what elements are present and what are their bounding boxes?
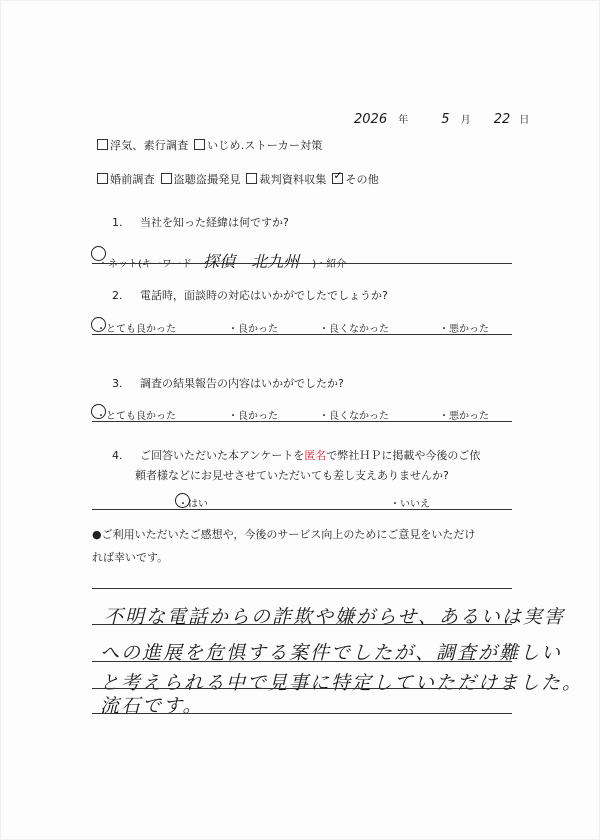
checkbox-icon[interactable] (97, 139, 108, 150)
option-label: ・いいえ (390, 499, 430, 510)
q4-option-yes[interactable] (178, 495, 208, 510)
question-number: 4. (112, 449, 123, 462)
category-item[interactable] (97, 139, 188, 152)
checkbox-checked-icon[interactable] (332, 173, 343, 184)
category-label: 婚前調査 (110, 173, 155, 186)
q1-answer-prefix: ・ネット(キーワード (98, 259, 192, 270)
q4-option-no[interactable] (390, 495, 430, 510)
question-number: 1. (112, 216, 123, 229)
category-item[interactable] (194, 139, 322, 152)
category-item[interactable] (246, 173, 326, 186)
q1-answer-suffix: )・紹介 (312, 259, 347, 270)
checkbox-icon[interactable] (161, 173, 172, 184)
option-label: ・良くなかった (319, 324, 389, 335)
comment-line (92, 688, 512, 689)
question-3 (112, 375, 344, 391)
feedback-prompt-line1 (92, 526, 475, 542)
category-label: 浮気、素行調査 (110, 139, 189, 152)
category-row-1 (97, 137, 323, 153)
feedback-prompt-line2 (92, 549, 168, 565)
category-item[interactable] (332, 173, 379, 186)
q1-answer (98, 249, 346, 272)
comment-line (92, 624, 512, 625)
question-text-b: で弊社ＨＰに掲載や今後のご依 (326, 449, 481, 462)
date-day-value: 22 (493, 112, 511, 127)
checkbox-icon[interactable] (97, 173, 108, 184)
question-2 (112, 287, 388, 303)
question-text-a: ご回答いただいた本アンケートを (140, 449, 305, 462)
category-label: 盗聴盗撮発見 (173, 173, 241, 186)
q2-option[interactable] (96, 320, 176, 335)
category-row-2 (97, 171, 379, 187)
answer-line (92, 421, 512, 422)
q2-option[interactable] (319, 320, 389, 335)
category-item[interactable] (161, 173, 241, 186)
q3-option[interactable] (439, 407, 489, 422)
answer-line (92, 263, 512, 264)
q3-option[interactable] (96, 407, 176, 422)
feedback-prompt-text: ●ご利用いただいたご感想や，今後のサービス向上のためにご意見をいただけ (92, 528, 476, 541)
option-label: ・悪かった (439, 324, 489, 335)
question-4 (112, 447, 480, 463)
date-month-label: 月 (460, 115, 471, 126)
question-number: 2. (112, 289, 123, 302)
question-1 (112, 214, 289, 230)
question-text: 調査の結果報告の内容はいかがでしたか? (140, 377, 344, 390)
option-label: ・悪かった (439, 411, 489, 422)
q1-keyword: 探偵 北九州 (203, 252, 300, 271)
option-label: ・はい (178, 499, 208, 510)
comment-line (92, 713, 512, 714)
option-label: ・とても良かった (96, 324, 176, 335)
date-day-label: 日 (519, 115, 530, 126)
date-month-value: 5 (441, 112, 450, 127)
q3-option[interactable] (228, 407, 278, 422)
checkbox-icon[interactable] (194, 139, 205, 150)
comment-text-4: 流石です。 (100, 695, 204, 717)
q3-option[interactable] (319, 407, 389, 422)
category-item[interactable] (97, 173, 155, 186)
question-text: 電話時，面談時の対応はいかがでしたでしょうか? (140, 289, 388, 302)
q2-option[interactable] (228, 320, 278, 335)
category-label: いじめ.ストーカー対策 (207, 139, 323, 152)
q2-option[interactable] (439, 320, 489, 335)
checkbox-icon[interactable] (246, 173, 257, 184)
category-label: その他 (345, 173, 379, 186)
option-label: ・良くなかった (319, 411, 389, 422)
date-line (354, 108, 529, 127)
question-number: 3. (112, 377, 123, 390)
comment-line (92, 588, 512, 589)
feedback-prompt-text: れば幸いです。 (92, 551, 169, 564)
comment-text-2: への進展を危惧する案件でしたが、調査が難しい (100, 642, 563, 664)
question-text: 当社を知った経緯は何ですか? (140, 216, 289, 229)
question-text-c: 頼者様などにお見せさせていただいても差し支えありませんか? (135, 469, 449, 482)
category-label: 裁判資料収集 (259, 173, 327, 186)
answer-line (92, 509, 512, 510)
date-year-label: 年 (398, 115, 409, 126)
option-label: ・とても良かった (96, 411, 176, 422)
option-label: ・良かった (228, 324, 278, 335)
answer-line (92, 334, 512, 335)
comment-text-3: と考えられる中で見事に特定していただけました。 (100, 672, 584, 694)
option-label: ・良かった (228, 411, 278, 422)
comment-text-1: 不明な電話からの詐欺や嫌がらせ、あるいは実害 (104, 606, 565, 628)
question-4-line2 (135, 467, 449, 483)
anonymous-highlight: 匿名 (304, 449, 327, 462)
date-year-value: 2026 (354, 112, 388, 127)
comment-line (92, 661, 512, 662)
